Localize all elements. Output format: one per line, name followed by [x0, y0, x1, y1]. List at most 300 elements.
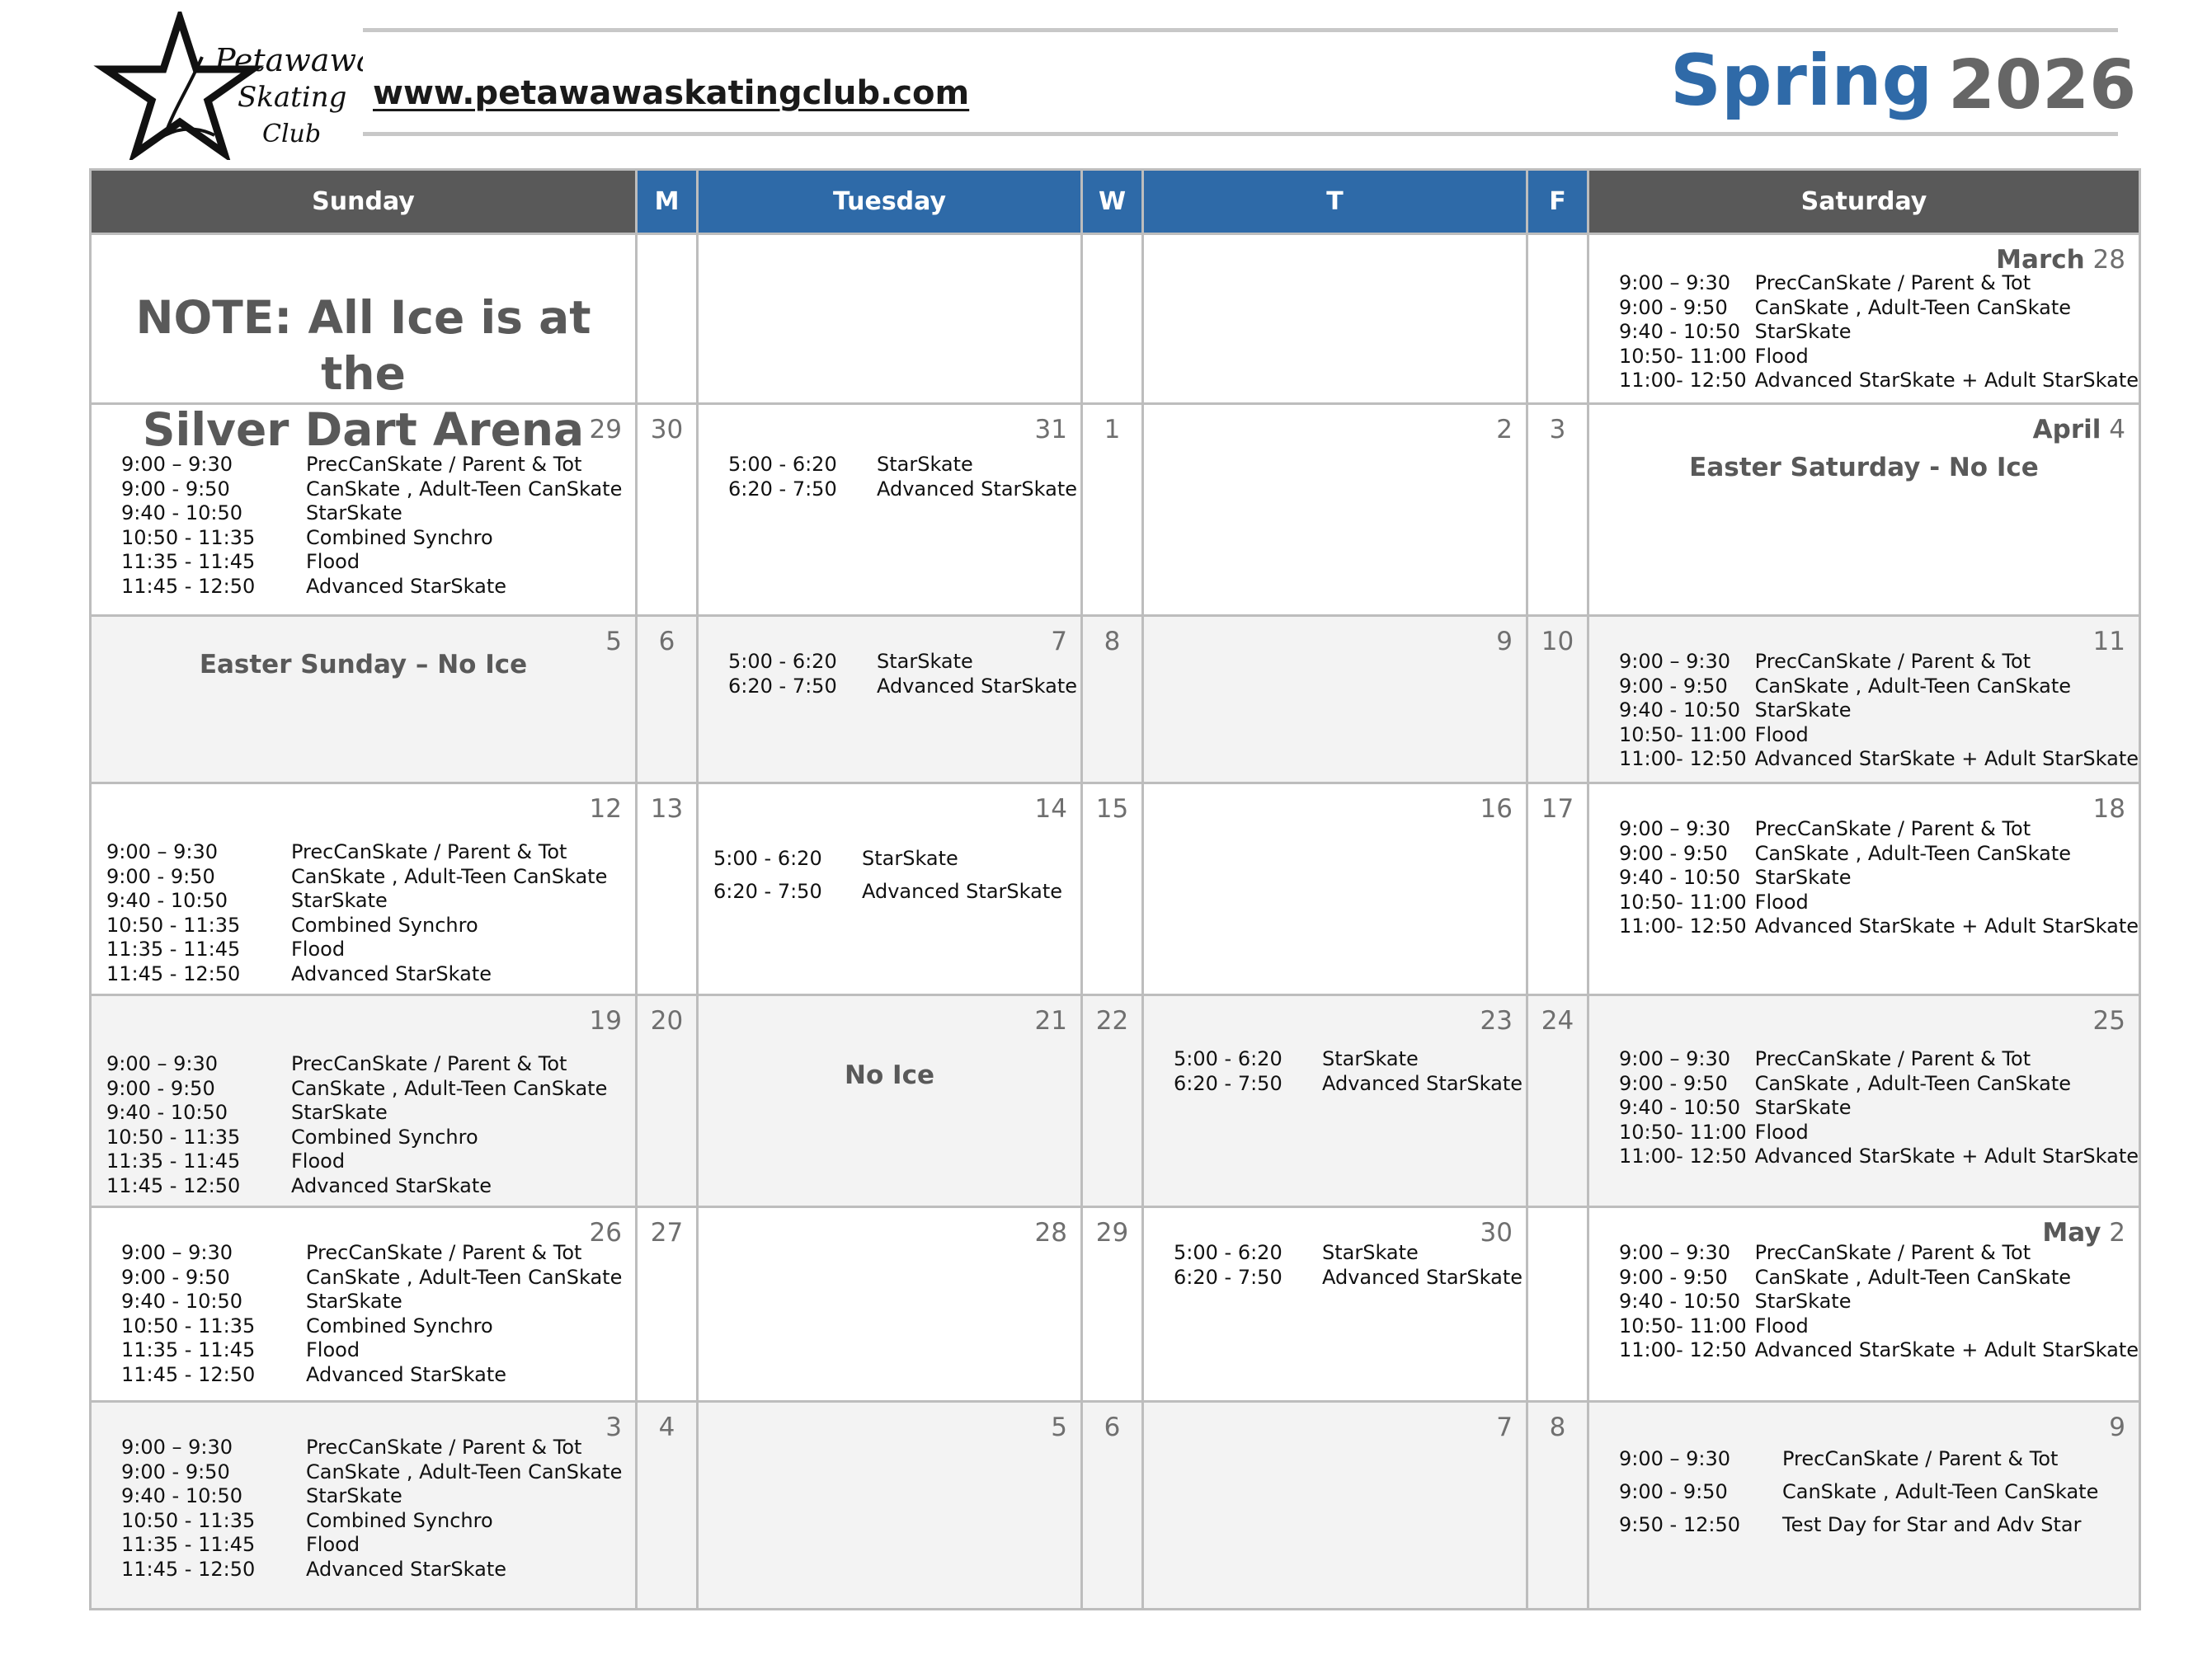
session-name: Flood	[1754, 1120, 1809, 1144]
session-time: 9:00 – 9:30	[1619, 650, 1731, 673]
schedule-row	[121, 1266, 622, 1291]
star-icon	[106, 18, 252, 153]
session-time: 9:00 - 9:50	[121, 1265, 230, 1289]
day-number: 13	[650, 794, 684, 824]
session-name: StarSkate	[1754, 1290, 1852, 1313]
day-number: 23	[1480, 1006, 1513, 1036]
session-name: Advanced StarSkate	[877, 477, 1077, 501]
schedule-row	[728, 453, 1077, 477]
schedule	[121, 1241, 622, 1387]
schedule-row	[728, 675, 1077, 699]
session-name: Advanced StarSkate + Adult StarSkate	[1754, 1338, 2139, 1361]
schedule-row	[728, 477, 1077, 502]
session-time: 5:00 - 6:20	[728, 453, 837, 476]
session-name: PrecCanSkate / Parent & Tot	[1754, 650, 2031, 673]
session-time: 9:00 - 9:50	[1619, 841, 1728, 865]
schedule-row	[1174, 1241, 1523, 1266]
season-year: 2026	[1948, 46, 2137, 125]
session-time: 6:20 - 7:50	[728, 477, 837, 501]
session-time: 9:00 - 9:50	[1619, 1265, 1728, 1289]
day-number: 30	[1480, 1218, 1513, 1248]
session-name: Advanced StarSkate	[877, 674, 1077, 698]
season-title: Spring	[1670, 40, 1933, 122]
schedule-row	[1619, 1241, 2139, 1266]
schedule-row	[106, 840, 607, 865]
day-cell	[91, 995, 637, 1207]
week-row	[91, 616, 2140, 783]
day-cell	[1588, 1207, 2140, 1402]
schedule-row	[106, 1052, 607, 1077]
session-time: 11:00- 12:50	[1619, 369, 1747, 392]
schedule	[1619, 817, 2139, 939]
session-time: 11:35 - 11:45	[106, 938, 241, 961]
weekday-thursday: T	[1143, 170, 1527, 234]
session-name: CanSkate , Adult-Teen CanSkate	[306, 1460, 623, 1483]
session-time: 10:50 - 11:35	[106, 913, 241, 937]
schedule-row	[1619, 1266, 2139, 1291]
session-name: CanSkate , Adult-Teen CanSkate	[291, 864, 608, 888]
day-number: 6	[1104, 1413, 1121, 1442]
day-cell	[91, 616, 637, 783]
session-time: 5:00 - 6:20	[1174, 1241, 1282, 1264]
day-number: 20	[650, 1006, 684, 1036]
schedule-row	[1619, 698, 2139, 723]
session-name: CanSkate , Adult-Teen CanSkate	[306, 477, 623, 501]
day-cell	[1588, 234, 2140, 404]
schedule-row	[1619, 320, 2139, 345]
logo-word-2: Skating	[238, 81, 347, 114]
day-cell	[637, 234, 698, 404]
day-number: 21	[1034, 1006, 1067, 1036]
session-time: 9:00 - 9:50	[1619, 1071, 1728, 1095]
session-time: 10:50- 11:00	[1619, 344, 1747, 368]
arena-note-line-1: NOTE: All Ice is at the	[135, 291, 591, 400]
schedule-row	[713, 875, 1062, 908]
weekday-wednesday: W	[1082, 170, 1143, 234]
session-name: PrecCanSkate / Parent & Tot	[291, 1052, 567, 1075]
day-cell	[1082, 783, 1143, 995]
session-name: Flood	[291, 1149, 346, 1173]
day-cell	[1082, 404, 1143, 616]
schedule-row	[1174, 1266, 1523, 1291]
day-cell	[1082, 1402, 1143, 1610]
club-logo	[91, 12, 363, 160]
session-name: Combined Synchro	[306, 1508, 493, 1532]
day-cell	[637, 995, 698, 1207]
session-name: Flood	[306, 1533, 360, 1556]
session-name: StarSkate	[306, 1290, 402, 1313]
session-time: 10:50 - 11:35	[121, 1314, 256, 1338]
day-number: 31	[1034, 415, 1067, 444]
day-cell	[1143, 1207, 1527, 1402]
schedule	[1174, 1047, 1523, 1096]
session-name: StarSkate	[1754, 866, 1852, 889]
day-number: 8	[1104, 627, 1121, 656]
schedule-row	[1619, 369, 2139, 393]
schedule-row	[728, 650, 1077, 675]
session-name: Test Day for Star and Adv Star	[1782, 1513, 2082, 1536]
session-time: 9:00 - 9:50	[106, 864, 215, 888]
day-cell	[91, 1402, 637, 1610]
session-name: CanSkate , Adult-Teen CanSkate	[1754, 841, 2072, 865]
session-name: Flood	[291, 938, 346, 961]
session-time: 5:00 - 6:20	[728, 650, 837, 673]
session-time: 10:50 - 11:35	[121, 525, 256, 549]
day-cell	[1082, 1207, 1143, 1402]
schedule-row	[1619, 817, 2139, 842]
session-time: 5:00 - 6:20	[713, 847, 822, 870]
schedule-row	[1619, 675, 2139, 699]
session-name: CanSkate , Adult-Teen CanSkate	[1754, 674, 2072, 698]
day-number: 22	[1095, 1006, 1129, 1036]
day-cell	[1082, 234, 1143, 404]
schedule-row	[121, 550, 622, 575]
day-number: 16	[1480, 794, 1513, 824]
session-name: PrecCanSkate / Parent & Tot	[1754, 1047, 2031, 1070]
day-number: 3	[605, 1413, 622, 1442]
session-name: PrecCanSkate / Parent & Tot	[306, 453, 582, 476]
day-cell	[698, 234, 1082, 404]
week-row	[91, 1207, 2140, 1402]
day-cell	[1143, 234, 1527, 404]
session-name: Advanced StarSkate	[862, 880, 1062, 903]
session-time: 9:40 - 10:50	[1619, 866, 1740, 889]
session-name: PrecCanSkate / Parent & Tot	[1754, 1241, 2031, 1264]
day-cell	[1527, 616, 1588, 783]
session-name: Advanced StarSkate	[306, 1557, 506, 1581]
schedule-row	[121, 1484, 622, 1509]
session-time: 9:40 - 10:50	[1619, 320, 1740, 343]
day-number: 29	[589, 415, 622, 444]
session-name: StarSkate	[1754, 320, 1852, 343]
session-name: Advanced StarSkate + Adult StarSkate	[1754, 747, 2139, 770]
schedule-row	[106, 1101, 607, 1126]
day-number: 29	[1095, 1218, 1129, 1248]
session-time: 9:40 - 10:50	[121, 1290, 242, 1313]
logo-word-1: Petawawa	[214, 42, 363, 78]
day-number: 9	[2109, 1413, 2125, 1442]
schedule-row	[121, 1436, 622, 1460]
day-cell	[637, 404, 698, 616]
day-cell	[1527, 1402, 1588, 1610]
session-time: 6:20 - 7:50	[713, 880, 822, 903]
session-name: PrecCanSkate / Parent & Tot	[1754, 271, 2031, 294]
session-time: 9:00 – 9:30	[1619, 1047, 1731, 1070]
session-time: 10:50- 11:00	[1619, 722, 1747, 746]
session-name: Advanced StarSkate	[291, 1173, 492, 1197]
schedule-row	[1619, 271, 2139, 296]
schedule-row	[121, 526, 622, 551]
day-cell	[1588, 404, 2140, 616]
session-name: Flood	[306, 1338, 360, 1361]
session-name: StarSkate	[1322, 1047, 1419, 1070]
day-cell	[637, 616, 698, 783]
schedule-row	[1619, 914, 2139, 939]
schedule-row	[121, 1509, 622, 1534]
schedule-row	[121, 453, 622, 477]
schedule	[728, 650, 1077, 698]
day-number: 5	[605, 627, 622, 656]
session-time: 9:00 - 9:50	[1619, 1480, 1728, 1503]
schedule	[713, 842, 1062, 908]
day-cell	[1588, 616, 2140, 783]
schedule-row	[713, 842, 1062, 875]
day-number: March 28	[1996, 245, 2125, 275]
session-name: PrecCanSkate / Parent & Tot	[1782, 1447, 2059, 1470]
no-ice-message: No Ice	[845, 1060, 934, 1090]
session-time: 11:45 - 12:50	[121, 1557, 256, 1581]
day-number: 6	[658, 627, 675, 656]
day-number: 17	[1541, 794, 1574, 824]
schedule-row	[106, 865, 607, 890]
day-cell	[698, 616, 1082, 783]
session-name: Advanced StarSkate	[1322, 1265, 1523, 1289]
weekday-monday: M	[637, 170, 698, 234]
session-name: Combined Synchro	[291, 1125, 478, 1149]
session-name: PrecCanSkate / Parent & Tot	[306, 1241, 582, 1264]
day-cell	[698, 1402, 1082, 1610]
day-number: 1	[1104, 415, 1121, 444]
schedule	[1619, 1442, 2098, 1541]
schedule-row	[121, 1338, 622, 1363]
day-cell	[1527, 1207, 1588, 1402]
session-name: StarSkate	[877, 650, 973, 673]
weekday-header-row	[91, 170, 2140, 234]
schedule-row	[1619, 1047, 2139, 1072]
header-rule-top	[363, 28, 2118, 32]
schedule-row	[1619, 891, 2139, 915]
session-name: CanSkate , Adult-Teen CanSkate	[1754, 1265, 2072, 1289]
day-cell	[1143, 616, 1527, 783]
schedule-row	[1619, 1121, 2139, 1145]
day-number: 2	[1496, 415, 1513, 444]
schedule	[728, 453, 1077, 501]
day-number: 15	[1095, 794, 1129, 824]
week-row	[91, 234, 2140, 404]
session-time: 9:00 – 9:30	[106, 1052, 219, 1075]
session-time: 9:00 - 9:50	[121, 477, 230, 501]
session-time: 9:40 - 10:50	[106, 1101, 228, 1124]
day-cell	[1527, 404, 1588, 616]
session-time: 9:40 - 10:50	[1619, 698, 1740, 722]
day-cell	[1082, 995, 1143, 1207]
schedule	[1619, 1241, 2139, 1363]
session-name: Advanced StarSkate	[306, 1362, 506, 1386]
session-time: 6:20 - 7:50	[728, 674, 837, 698]
schedule	[1619, 271, 2139, 393]
session-name: StarSkate	[291, 889, 388, 912]
session-name: PrecCanSkate / Parent & Tot	[1754, 817, 2031, 840]
session-time: 9:00 - 9:50	[1619, 674, 1728, 698]
session-time: 11:00- 12:50	[1619, 1145, 1747, 1168]
day-number: 18	[2092, 794, 2125, 824]
schedule-row	[106, 889, 607, 914]
session-time: 11:35 - 11:45	[121, 1338, 256, 1361]
schedule-row	[1619, 296, 2139, 321]
session-time: 10:50- 11:00	[1619, 1120, 1747, 1144]
session-time: 11:35 - 11:45	[106, 1149, 241, 1173]
schedule-row	[121, 1460, 622, 1485]
day-cell	[1143, 995, 1527, 1207]
weekday-saturday: Saturday	[1588, 170, 2140, 234]
arena-note	[92, 289, 635, 458]
schedule-row	[1619, 1314, 2139, 1339]
session-time: 9:00 – 9:30	[1619, 1447, 1731, 1470]
day-number: 27	[650, 1218, 684, 1248]
day-number: 5	[1051, 1413, 1067, 1442]
schedule-row	[1619, 1475, 2098, 1508]
session-time: 11:45 - 12:50	[106, 961, 241, 985]
schedule-row	[1619, 1508, 2098, 1541]
day-number: 11	[2092, 627, 2125, 656]
session-time: 5:00 - 6:20	[1174, 1047, 1282, 1070]
schedule	[121, 1436, 622, 1582]
session-name: Flood	[1754, 722, 1809, 746]
schedule-row	[1619, 1072, 2139, 1097]
day-cell	[637, 1402, 698, 1610]
session-time: 11:00- 12:50	[1619, 747, 1747, 770]
schedule-row	[106, 962, 607, 987]
session-name: CanSkate , Adult-Teen CanSkate	[1754, 1071, 2072, 1095]
session-name: Combined Synchro	[306, 525, 493, 549]
session-name: Flood	[1754, 1314, 1809, 1338]
schedule-row	[1619, 842, 2139, 867]
session-time: 9:40 - 10:50	[106, 889, 228, 912]
session-time: 10:50 - 11:35	[106, 1125, 241, 1149]
session-name: Flood	[1754, 344, 1809, 368]
schedule-row	[106, 1174, 607, 1199]
session-name: StarSkate	[1754, 1096, 1852, 1119]
session-name: Advanced StarSkate	[1322, 1071, 1523, 1095]
session-time: 11:45 - 12:50	[121, 574, 256, 598]
session-time: 11:35 - 11:45	[121, 1533, 256, 1556]
session-time: 9:00 – 9:30	[121, 1241, 233, 1264]
session-name: Combined Synchro	[291, 913, 478, 937]
day-cell	[1527, 995, 1588, 1207]
logo-word-3: Club	[262, 120, 322, 148]
day-number: 7	[1051, 627, 1067, 656]
session-name: StarSkate	[306, 501, 402, 524]
website-link[interactable]: www.petawawaskatingclub.com	[373, 74, 970, 112]
schedule-row	[1619, 1442, 2098, 1475]
week-row	[91, 1402, 2140, 1610]
session-time: 11:45 - 12:50	[106, 1173, 241, 1197]
session-time: 10:50 - 11:35	[121, 1508, 256, 1532]
session-name: Flood	[1754, 890, 1809, 914]
schedule-row	[1619, 650, 2139, 675]
arena-note-line-2: Silver Dart Arena	[142, 403, 585, 456]
day-cell	[637, 1207, 698, 1402]
schedule-row	[1619, 747, 2139, 772]
session-name: StarSkate	[1754, 698, 1852, 722]
day-number: 7	[1496, 1413, 1513, 1442]
schedule-row	[121, 501, 622, 526]
schedule-row	[106, 1077, 607, 1102]
session-time: 11:45 - 12:50	[121, 1362, 256, 1386]
schedule-row	[1619, 345, 2139, 369]
weekday-friday: F	[1527, 170, 1588, 234]
session-time: 9:40 - 10:50	[1619, 1096, 1740, 1119]
header-rule-bottom	[363, 132, 2118, 136]
day-number: 3	[1549, 415, 1566, 444]
day-number: 19	[589, 1006, 622, 1036]
session-name: CanSkate , Adult-Teen CanSkate	[1754, 295, 2072, 319]
day-cell	[91, 1207, 637, 1402]
weekday-tuesday: Tuesday	[698, 170, 1082, 234]
session-time: 9:40 - 10:50	[121, 501, 242, 524]
session-time: 9:00 – 9:30	[121, 453, 233, 476]
day-cell	[1143, 783, 1527, 995]
schedule-row	[121, 1314, 622, 1339]
week-row	[91, 783, 2140, 995]
session-name: Advanced StarSkate + Adult StarSkate	[1754, 369, 2139, 392]
day-cell	[1143, 1402, 1527, 1610]
day-cell	[1527, 234, 1588, 404]
session-time: 11:00- 12:50	[1619, 1338, 1747, 1361]
session-name: Advanced StarSkate + Adult StarSkate	[1754, 914, 2139, 938]
schedule-row	[121, 1558, 622, 1582]
day-cell	[1588, 783, 2140, 995]
session-name: Advanced StarSkate + Adult StarSkate	[1754, 1145, 2139, 1168]
schedule-row	[1619, 1096, 2139, 1121]
session-time: 9:00 – 9:30	[1619, 1241, 1731, 1264]
session-time: 11:00- 12:50	[1619, 914, 1747, 938]
session-name: CanSkate , Adult-Teen CanSkate	[291, 1076, 608, 1100]
schedule-row	[121, 575, 622, 599]
day-cell	[1143, 404, 1527, 616]
day-number: 28	[1034, 1218, 1067, 1248]
session-time: 9:00 - 9:50	[1619, 295, 1728, 319]
session-time: 9:00 - 9:50	[106, 1076, 215, 1100]
schedule	[1619, 1047, 2139, 1169]
schedule	[1619, 650, 2139, 772]
session-time: 9:00 – 9:30	[1619, 817, 1731, 840]
day-number: 10	[1541, 627, 1574, 656]
session-name: StarSkate	[877, 453, 973, 476]
session-time: 6:20 - 7:50	[1174, 1265, 1282, 1289]
session-name: Flood	[306, 550, 360, 573]
session-name: PrecCanSkate / Parent & Tot	[291, 840, 567, 863]
day-number: 4	[658, 1413, 675, 1442]
day-number: 12	[589, 794, 622, 824]
easter-sunday-message: Easter Sunday – No Ice	[199, 650, 528, 679]
day-cell	[637, 783, 698, 995]
week-row	[91, 995, 2140, 1207]
session-name: CanSkate , Adult-Teen CanSkate	[1782, 1480, 2099, 1503]
day-cell	[1588, 995, 2140, 1207]
session-time: 11:35 - 11:45	[121, 550, 256, 573]
session-time: 9:00 - 9:50	[121, 1460, 230, 1483]
schedule-row	[1619, 1338, 2139, 1363]
day-cell	[1082, 616, 1143, 783]
day-number: 26	[589, 1218, 622, 1248]
day-number: May 2	[2042, 1218, 2125, 1248]
schedule-row	[1619, 723, 2139, 748]
schedule-row	[121, 1363, 622, 1388]
schedule-row	[1619, 866, 2139, 891]
day-number: 25	[2092, 1006, 2125, 1036]
session-name: StarSkate	[862, 847, 958, 870]
session-time: 10:50- 11:00	[1619, 1314, 1747, 1338]
day-number: 8	[1549, 1413, 1566, 1442]
day-cell	[91, 783, 637, 995]
session-time: 6:20 - 7:50	[1174, 1071, 1282, 1095]
schedule-row	[121, 477, 622, 502]
schedule	[1174, 1241, 1523, 1290]
schedule-row	[106, 1126, 607, 1150]
session-time: 9:00 – 9:30	[1619, 271, 1731, 294]
schedule-row	[1619, 1290, 2139, 1314]
